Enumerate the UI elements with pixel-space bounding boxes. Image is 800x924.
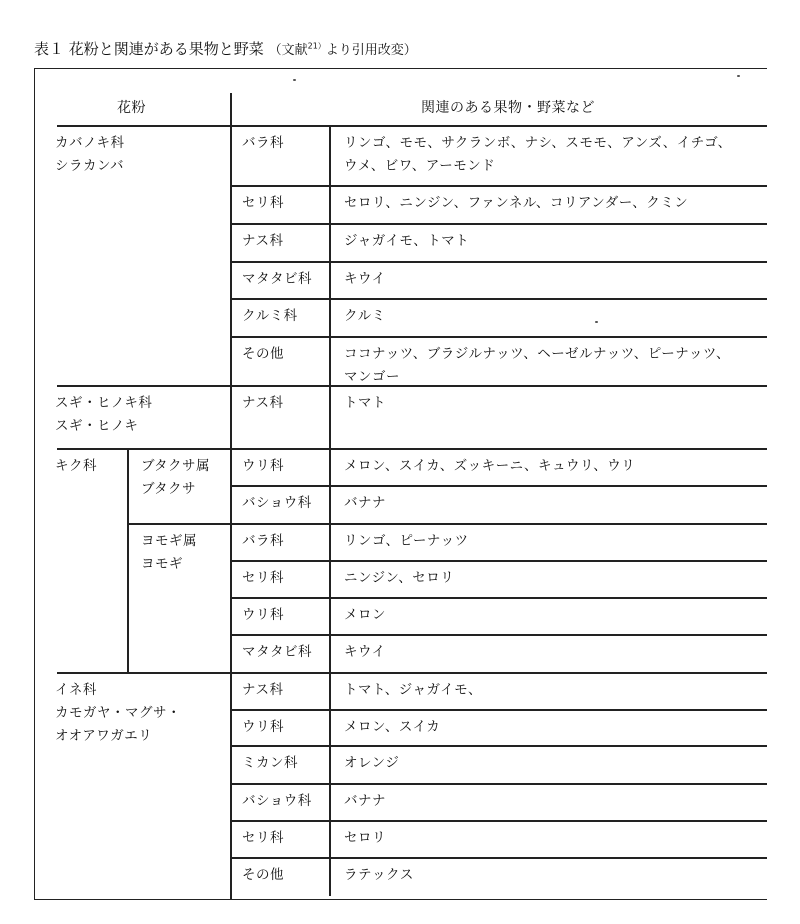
food-list: トマト xyxy=(344,395,386,411)
family-name: セリ科 xyxy=(242,570,284,586)
caption-label: 表１ xyxy=(34,40,65,58)
pollen-group-name: スギ・ヒノキ科 xyxy=(55,395,153,411)
food-list: オレンジ xyxy=(344,755,400,771)
food-list: バナナ xyxy=(344,793,386,809)
subgroup-column-divider xyxy=(127,448,129,672)
food-list: トマト、ジャガイモ、 xyxy=(344,682,482,698)
row-divider xyxy=(230,485,767,487)
food-list: ココナッツ、ブラジルナッツ、ヘーゼルナッツ、ピーナッツ、 xyxy=(344,346,730,362)
family-name: セリ科 xyxy=(242,195,284,211)
pollen-subgroup-name: ブタクサ xyxy=(141,481,197,497)
header-foods: 関連のある果物・野菜など xyxy=(421,100,595,116)
pollen-group-name: スギ・ヒノキ xyxy=(55,418,139,434)
pollen-food-table xyxy=(34,68,767,900)
scan-speck xyxy=(737,75,740,77)
header-divider xyxy=(57,125,767,127)
food-list: メロン、スイカ、ズッキーニ、キュウリ、ウリ xyxy=(344,458,636,474)
column-divider-foods xyxy=(329,672,331,896)
row-divider xyxy=(230,783,767,785)
food-list: マンゴー xyxy=(344,369,400,385)
pollen-group-name: キク科 xyxy=(55,458,97,474)
column-divider-foods xyxy=(329,125,331,385)
family-name: ウリ科 xyxy=(242,458,284,474)
food-list: メロン、スイカ xyxy=(344,719,441,735)
pollen-group-name: シラカンバ xyxy=(55,158,125,174)
group-divider xyxy=(57,672,767,674)
row-divider xyxy=(230,820,767,822)
column-divider-family xyxy=(230,93,232,899)
food-list: ニンジン、セロリ xyxy=(344,570,455,586)
food-list: セロリ xyxy=(344,830,386,846)
pollen-group-name: カバノキ科 xyxy=(55,135,125,151)
family-name: その他 xyxy=(242,867,284,883)
family-name: ナス科 xyxy=(242,682,284,698)
food-list: バナナ xyxy=(344,495,386,511)
pollen-group-name: イネ科 xyxy=(55,682,97,698)
food-list: ウメ、ビワ、アーモンド xyxy=(344,158,496,174)
family-name: その他 xyxy=(242,346,284,362)
pollen-subgroup-name: ヨモギ属 xyxy=(141,533,197,549)
row-divider xyxy=(230,336,767,338)
column-divider-foods xyxy=(329,385,331,448)
group-divider xyxy=(57,385,767,387)
food-list: メロン xyxy=(344,607,386,623)
caption-note-suffix: より引用改変） xyxy=(325,43,417,58)
pollen-subgroup-name: ヨモギ xyxy=(141,556,183,572)
food-list: リンゴ、ピーナッツ xyxy=(344,533,469,549)
family-name: バラ科 xyxy=(242,533,284,549)
family-name: ウリ科 xyxy=(242,607,284,623)
caption-title: 花粉と関連がある果物と野菜 xyxy=(68,40,264,58)
food-list: リンゴ、モモ、サクランボ、ナシ、スモモ、アンズ、イチゴ、 xyxy=(344,135,732,151)
row-divider xyxy=(230,298,767,300)
family-name: セリ科 xyxy=(242,830,284,846)
table-caption xyxy=(34,38,417,59)
family-name: クルミ科 xyxy=(242,308,298,324)
column-divider-foods xyxy=(329,448,331,672)
subgroup-divider xyxy=(127,523,767,525)
food-list: クルミ xyxy=(344,308,386,324)
group-divider xyxy=(57,448,767,450)
scan-speck xyxy=(595,321,598,323)
scan-speck xyxy=(293,79,296,81)
family-name: マタタビ科 xyxy=(242,271,312,287)
family-name: ナス科 xyxy=(242,233,284,249)
row-divider xyxy=(230,709,767,711)
header-pollen: 花粉 xyxy=(117,100,146,116)
row-divider xyxy=(230,857,767,859)
caption-note-prefix: （文献 xyxy=(268,43,308,58)
row-divider xyxy=(230,560,767,562)
family-name: バショウ科 xyxy=(242,793,312,809)
family-name: マタタビ科 xyxy=(242,644,312,660)
pollen-group-name: カモガヤ・マグサ・ xyxy=(55,705,181,721)
row-divider xyxy=(230,634,767,636)
family-name: バラ科 xyxy=(242,135,284,151)
row-divider xyxy=(230,223,767,225)
caption-note xyxy=(269,43,417,58)
family-name: ミカン科 xyxy=(242,755,298,771)
row-divider xyxy=(230,261,767,263)
pollen-subgroup-name: ブタクサ属 xyxy=(141,458,211,474)
row-divider xyxy=(230,597,767,599)
food-list: セロリ、ニンジン、ファンネル、コリアンダー、クミン xyxy=(344,195,689,211)
food-list: キウイ xyxy=(344,271,386,287)
pollen-group-name: オオアワガエリ xyxy=(55,728,153,744)
food-list: ジャガイモ、トマト xyxy=(344,233,470,249)
family-name: ウリ科 xyxy=(242,719,284,735)
food-list: ラテックス xyxy=(344,867,414,883)
family-name: バショウ科 xyxy=(242,495,312,511)
caption-note-ref: 21） xyxy=(307,41,326,51)
row-divider xyxy=(230,185,767,187)
row-divider xyxy=(230,745,767,747)
family-name: ナス科 xyxy=(242,395,284,411)
food-list: キウイ xyxy=(344,644,386,660)
